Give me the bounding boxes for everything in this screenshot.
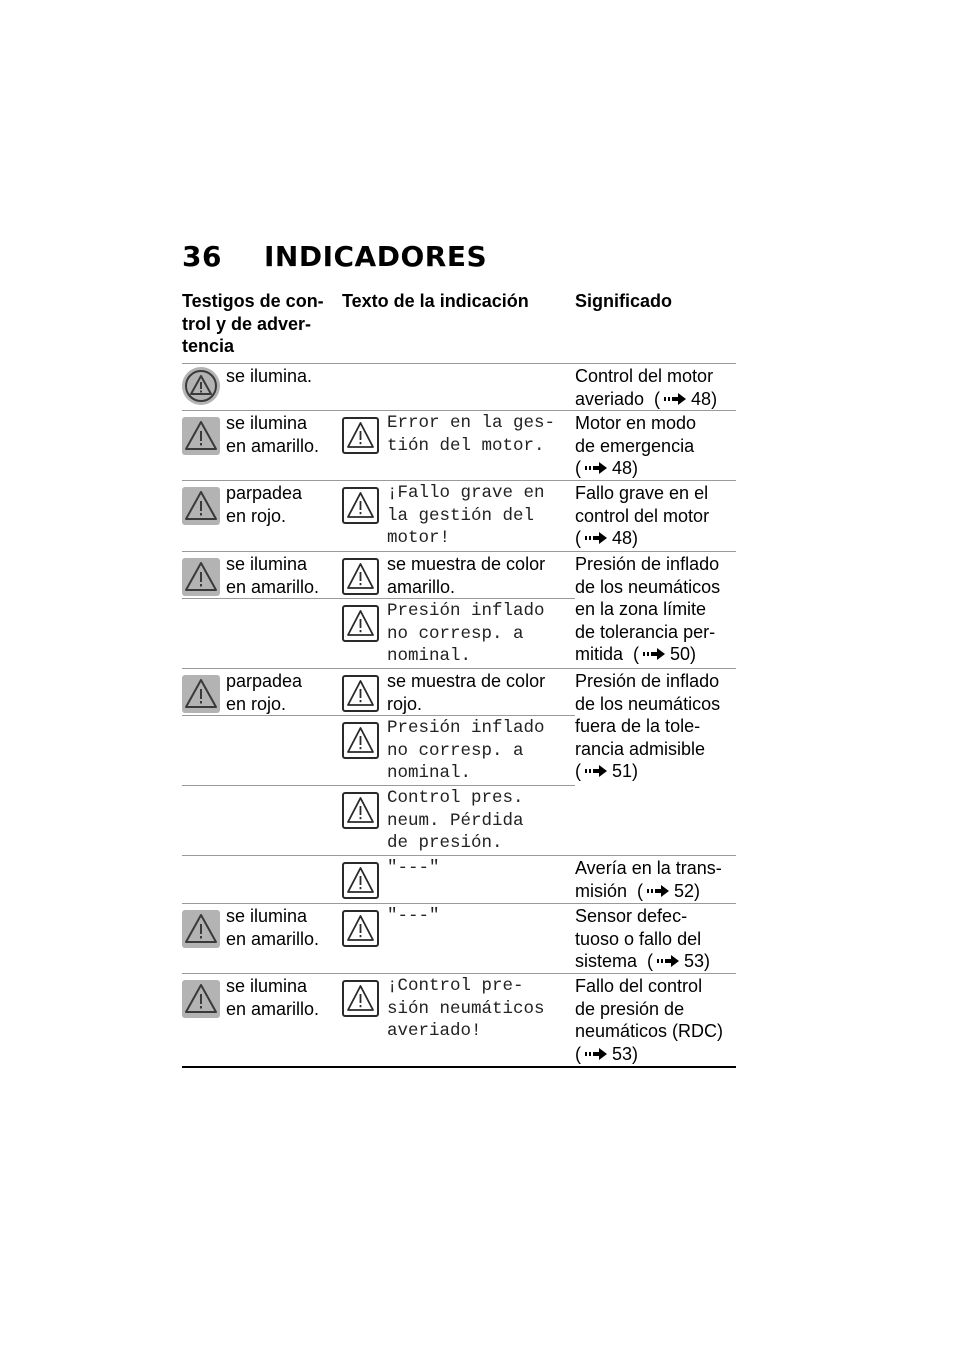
table-rule [182, 598, 575, 599]
text-line: Fallo del control [575, 976, 703, 996]
display-text [387, 717, 545, 785]
text-line: averiado! [387, 1021, 482, 1041]
text-line: neum. Pérdida [387, 810, 524, 831]
table-rule [182, 668, 736, 669]
warning-triangle-icon [182, 980, 220, 1018]
page-reference-arrow-icon [647, 884, 671, 898]
table-rule [182, 855, 736, 856]
display-warning-icon [342, 910, 379, 947]
text-line: misión [575, 880, 628, 901]
page-reference-arrow-icon [657, 954, 681, 968]
text-line: se ilumina [226, 976, 308, 996]
page-reference-arrow-icon [585, 531, 609, 545]
text-line: Presión de inflado [575, 671, 720, 691]
table-rule [182, 363, 736, 364]
text-line: de los neumáticos [575, 576, 721, 597]
table-rule [182, 785, 575, 786]
header-line: Testigos de con- [182, 291, 324, 311]
text-line: nominal. [387, 763, 472, 783]
display-text [387, 600, 545, 668]
text-line: neumáticos (RDC) [575, 1021, 724, 1041]
warning-triangle-icon [182, 487, 220, 525]
text-line: ¡Control pre- [387, 976, 524, 996]
text-line: motor! [387, 528, 451, 548]
lamp-state [226, 905, 319, 950]
display-warning-icon [342, 862, 379, 899]
text-line: se ilumina [226, 554, 308, 574]
display-warning-icon [342, 605, 379, 642]
page-heading [182, 240, 487, 273]
page-reference-arrow-icon [664, 392, 688, 406]
page-reference[interactable]: 53) [684, 951, 711, 971]
page-reference[interactable]: 48) [691, 388, 718, 409]
warning-triangle-icon [182, 910, 220, 948]
header-line: tencia [182, 336, 235, 356]
text-line: tuoso o fallo del [575, 928, 702, 949]
warning-triangle-icon [182, 558, 220, 596]
text-line: de tolerancia per- [575, 621, 716, 642]
page-reference-arrow-icon [585, 1047, 609, 1061]
meaning-cell: Presión de inflado de los neumáticos en la zona límite de tolerancia per- mitida ( 50) [575, 554, 721, 664]
warning-triangle-icon [182, 417, 220, 455]
text-line: en amarillo. [226, 576, 320, 597]
page-number: 36 [182, 240, 222, 273]
text-line: de emergencia [575, 435, 695, 456]
text-line: amarillo. [387, 576, 456, 597]
text-line: Sensor defec- [575, 906, 688, 926]
meaning-cell: Fallo del control de presión de neumáticos (RDC) ( 53) [575, 976, 724, 1064]
page-reference[interactable]: 48) [612, 528, 639, 548]
text-line: en rojo. [226, 505, 287, 526]
text-line: rojo. [387, 693, 423, 714]
text-line: nominal. [387, 646, 472, 666]
text-line: "---" [387, 858, 440, 878]
text-line: parpadea [226, 483, 303, 503]
column-header-meaning: Significado [575, 291, 673, 311]
display-text [387, 670, 545, 715]
page-reference[interactable]: 48) [612, 458, 639, 478]
text-line: control del motor [575, 505, 710, 526]
page-reference[interactable]: 53) [612, 1043, 639, 1064]
text-line: Control del motor [575, 366, 714, 386]
text-line: rancia admisible [575, 738, 706, 759]
text-line: Fallo grave en el [575, 483, 709, 503]
text-line: se muestra de color [387, 554, 546, 574]
lamp-state [226, 670, 302, 715]
text-line: averiado [575, 388, 645, 409]
table-rule [182, 715, 575, 716]
table-rule [182, 480, 736, 481]
text-line: sistema [575, 951, 638, 971]
text-line: Presión inflado [387, 718, 545, 738]
meaning-cell: Motor en modo de emergencia ( 48) [575, 413, 697, 478]
engine-warning-icon [182, 367, 220, 405]
page-reference-arrow-icon [585, 461, 609, 475]
text-line: en la zona límite [575, 599, 707, 619]
text-line: mitida [575, 644, 624, 664]
text-line: Control pres. [387, 788, 524, 808]
display-warning-icon [342, 417, 379, 454]
text-line: no corresp. a [387, 623, 524, 644]
meaning-cell: Avería en la trans- misión ( 52) [575, 858, 722, 901]
display-text [387, 787, 524, 855]
page-reference-arrow-icon [585, 764, 609, 778]
column-header-warning-lights [182, 290, 330, 358]
table-bottom-rule [182, 1066, 736, 1068]
lamp-state [226, 412, 319, 457]
text-line: en amarillo. [226, 928, 320, 949]
section-title: INDICADORES [264, 240, 488, 273]
display-text [387, 857, 440, 880]
table-rule [182, 410, 736, 411]
lamp-state [226, 482, 302, 527]
text-line: de presión. [387, 833, 503, 853]
text-line: Error en la ges- [387, 413, 556, 433]
table-rule [182, 903, 736, 904]
page-reference[interactable]: 52) [674, 880, 701, 901]
text-line: Presión de inflado [575, 554, 720, 574]
meaning-cell: Presión de inflado de los neumáticos fuera de la tole- rancia admisible ( 51) [575, 671, 721, 781]
column-header-display-text: Texto de la indicación [342, 291, 529, 311]
text-line: "---" [387, 906, 440, 926]
text-line: en amarillo. [226, 998, 320, 1019]
text-line: se ilumina [226, 413, 308, 433]
text-line: en amarillo. [226, 435, 320, 456]
text-line: de los neumáticos [575, 693, 721, 714]
text-line: no corresp. a [387, 740, 524, 761]
text-line: Presión inflado [387, 601, 545, 621]
display-text [387, 412, 555, 457]
lamp-state [226, 975, 319, 1020]
meaning-cell: Sensor defec- tuoso o fallo del sistema ( 53) [575, 906, 711, 971]
text-line: sión neumáticos [387, 998, 545, 1019]
lamp-state [226, 553, 319, 598]
text-line: de presión de [575, 998, 685, 1019]
page-reference-arrow-icon [643, 647, 667, 661]
table-rule [182, 973, 736, 974]
meaning-cell: Control del motor averiado ( 48) [575, 366, 718, 409]
text-line: se ilumina [226, 906, 308, 926]
text-line: tión del motor. [387, 435, 545, 456]
display-warning-icon [342, 792, 379, 829]
display-text [387, 975, 545, 1043]
display-warning-icon [342, 675, 379, 712]
header-line: trol y de adver- [182, 313, 312, 334]
display-warning-icon [342, 487, 379, 524]
text-line: Avería en la trans- [575, 858, 722, 878]
text-line: se muestra de color [387, 671, 546, 691]
meaning-cell: Fallo grave en el control del motor ( 48) [575, 483, 710, 548]
text-line: Motor en modo [575, 413, 697, 433]
text-line: fuera de la tole- [575, 716, 701, 736]
lamp-state [226, 365, 312, 388]
page-reference[interactable]: 50) [670, 644, 697, 664]
display-text [387, 553, 545, 598]
display-warning-icon [342, 722, 379, 759]
text-line: en rojo. [226, 693, 287, 714]
page-reference[interactable]: 51) [612, 761, 639, 781]
display-warning-icon [342, 980, 379, 1017]
text-line: ¡Fallo grave en [387, 483, 545, 503]
display-warning-icon [342, 558, 379, 595]
table-rule [182, 551, 736, 552]
text-line: la gestión del [387, 505, 535, 526]
display-text [387, 905, 440, 928]
text-line: parpadea [226, 671, 303, 691]
text-line: se ilumina. [226, 366, 313, 386]
display-text [387, 482, 545, 550]
warning-triangle-icon [182, 675, 220, 713]
